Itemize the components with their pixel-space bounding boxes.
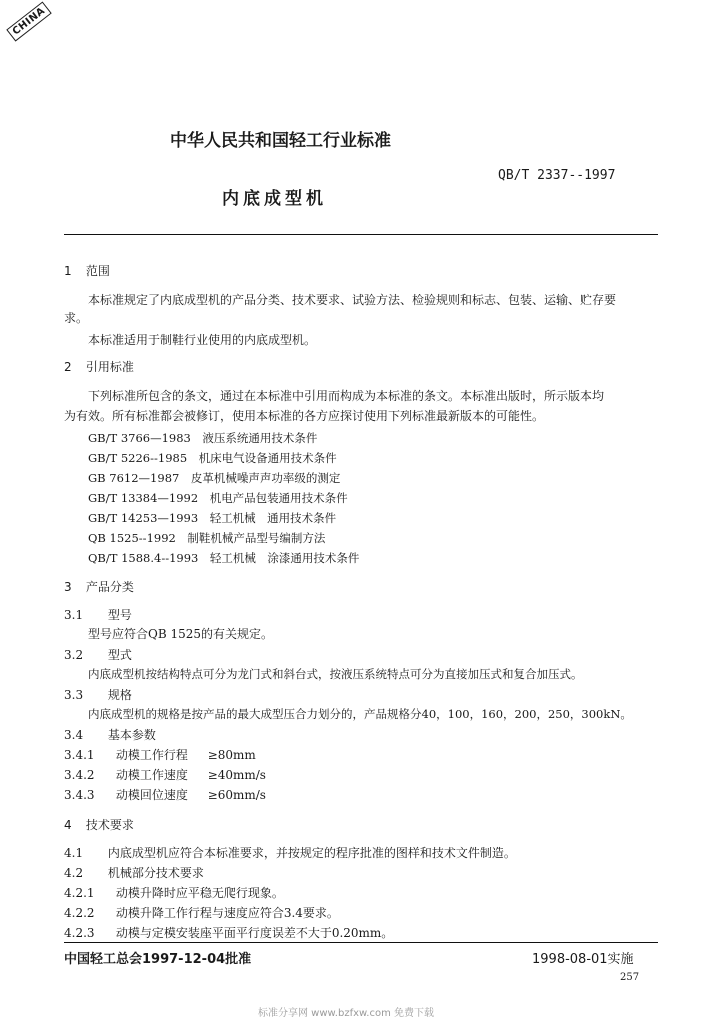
subsection-3-4 xyxy=(64,726,156,743)
reference-item: GB/T 13384—1992 机电产品包装通用技术条件 xyxy=(88,491,348,505)
approval-date: 中国轻工总会1997-12-04批准 xyxy=(64,952,252,967)
paragraph: 下列标准所包含的条文，通过在本标准中引用而构成为本标准的条文。本标准出版时，所示版本均 xyxy=(88,389,605,403)
clause-text: 内底成型机应符合本标准要求，并按规定的程序批准的图样和技术文件制造。 xyxy=(107,846,516,860)
parameter-value: ≥40mm/s xyxy=(207,768,266,782)
clause-text: 动模升降工作行程与速度应符合3.4要求。 xyxy=(115,906,339,920)
paragraph: 为有效。所有标准都会被修订，使用本标准的各方应探讨使用下列标准最新版本的可能性。 xyxy=(64,409,545,423)
clause-number: 4.2 xyxy=(64,866,84,880)
section-title: 引用标准 xyxy=(85,360,134,374)
effective-date: 1998-08-01实施 xyxy=(532,952,634,967)
clause-4-2-2 xyxy=(64,904,339,921)
document-title: 内底成型机 xyxy=(222,189,327,209)
parameter-row xyxy=(64,766,266,783)
watermark-link[interactable]: 标准分享网 www.bzfxw.com 免费下载 xyxy=(258,1008,434,1019)
reference-item: GB/T 3766—1983 液压系统通用技术条件 xyxy=(88,431,318,445)
footer-rule xyxy=(64,942,658,943)
china-stamp: CHINA xyxy=(6,1,52,41)
reference-item: QB/T 1588.4--1993 轻工机械 涂漆通用技术条件 xyxy=(88,551,360,565)
section-1-heading xyxy=(64,262,110,279)
clause-number: 4.2.1 xyxy=(64,886,95,900)
clause-4-2 xyxy=(64,864,204,881)
issuing-organization: 中华人民共和国轻工行业标准 xyxy=(170,131,391,151)
page-number: 257 xyxy=(620,972,640,983)
paragraph: 型号应符合QB 1525的有关规定。 xyxy=(88,627,274,641)
clause-4-1 xyxy=(64,844,516,861)
subsection-3-2 xyxy=(64,646,132,663)
parameter-value: ≥80mm xyxy=(207,748,256,762)
section-3-heading xyxy=(64,578,134,595)
subsection-number: 3.2 xyxy=(64,648,84,662)
section-2-heading xyxy=(64,358,134,375)
reference-item: GB/T 14253—1993 轻工机械 通用技术条件 xyxy=(88,511,337,525)
subsection-number: 3.4 xyxy=(64,728,84,742)
section-number: 1 xyxy=(64,264,72,278)
clause-4-2-1 xyxy=(64,884,284,901)
clause-number: 4.2.2 xyxy=(64,906,95,920)
clause-text: 机械部分技术要求 xyxy=(107,866,204,880)
paragraph: 本标准适用于制鞋行业使用的内底成型机。 xyxy=(88,333,317,347)
clause-number: 4.2.3 xyxy=(64,926,95,940)
parameter-row xyxy=(64,746,256,763)
subsection-3-1 xyxy=(64,606,132,623)
parameter-value: ≥60mm/s xyxy=(207,788,266,802)
reference-item: GB 7612—1987 皮革机械噪声声功率级的测定 xyxy=(88,471,341,485)
paragraph: 内底成型机的规格是按产品的最大成型压合力划分的，产品规格分40，100，160，200，250，300kN。 xyxy=(88,707,632,721)
paragraph: 内底成型机按结构特点可分为龙门式和斜台式，按液压系统特点可分为直接加压式和复合加压式。 xyxy=(88,667,583,681)
parameter-number: 3.4.2 xyxy=(64,768,95,782)
section-number: 4 xyxy=(64,818,72,832)
subsection-3-3 xyxy=(64,686,132,703)
parameter-label: 动模回位速度 xyxy=(115,788,188,802)
subsection-number: 3.1 xyxy=(64,608,84,622)
clause-text: 动模升降时应平稳无爬行现象。 xyxy=(115,886,284,900)
subsection-title: 型式 xyxy=(107,648,132,662)
parameter-row xyxy=(64,786,266,803)
paragraph: 求。 xyxy=(64,311,89,325)
section-title: 技术要求 xyxy=(85,818,134,832)
section-title: 产品分类 xyxy=(85,580,134,594)
section-number: 3 xyxy=(64,580,72,594)
clause-number: 4.1 xyxy=(64,846,84,860)
reference-item: QB 1525--1992 制鞋机械产品型号编制方法 xyxy=(88,531,326,545)
subsection-title: 基本参数 xyxy=(107,728,156,742)
section-4-heading xyxy=(64,816,134,833)
section-number: 2 xyxy=(64,360,72,374)
clause-text: 动模与定模安装座平面平行度误差不大于0.20mm。 xyxy=(115,926,394,940)
parameter-label: 动模工作速度 xyxy=(115,768,188,782)
header-rule xyxy=(64,234,658,235)
parameter-number: 3.4.3 xyxy=(64,788,95,802)
section-title: 范围 xyxy=(85,264,110,278)
parameter-label: 动模工作行程 xyxy=(115,748,188,762)
paragraph: 本标准规定了内底成型机的产品分类、技术要求、试验方法、检验规则和标志、包装、运输、贮存要 xyxy=(88,293,617,307)
subsection-title: 型号 xyxy=(107,608,132,622)
subsection-number: 3.3 xyxy=(64,688,84,702)
parameter-number: 3.4.1 xyxy=(64,748,95,762)
subsection-title: 规格 xyxy=(107,688,132,702)
standard-code: QB/T 2337--1997 xyxy=(498,168,616,183)
clause-4-2-3 xyxy=(64,924,393,941)
reference-item: GB/T 5226--1985 机床电气设备通用技术条件 xyxy=(88,451,337,465)
